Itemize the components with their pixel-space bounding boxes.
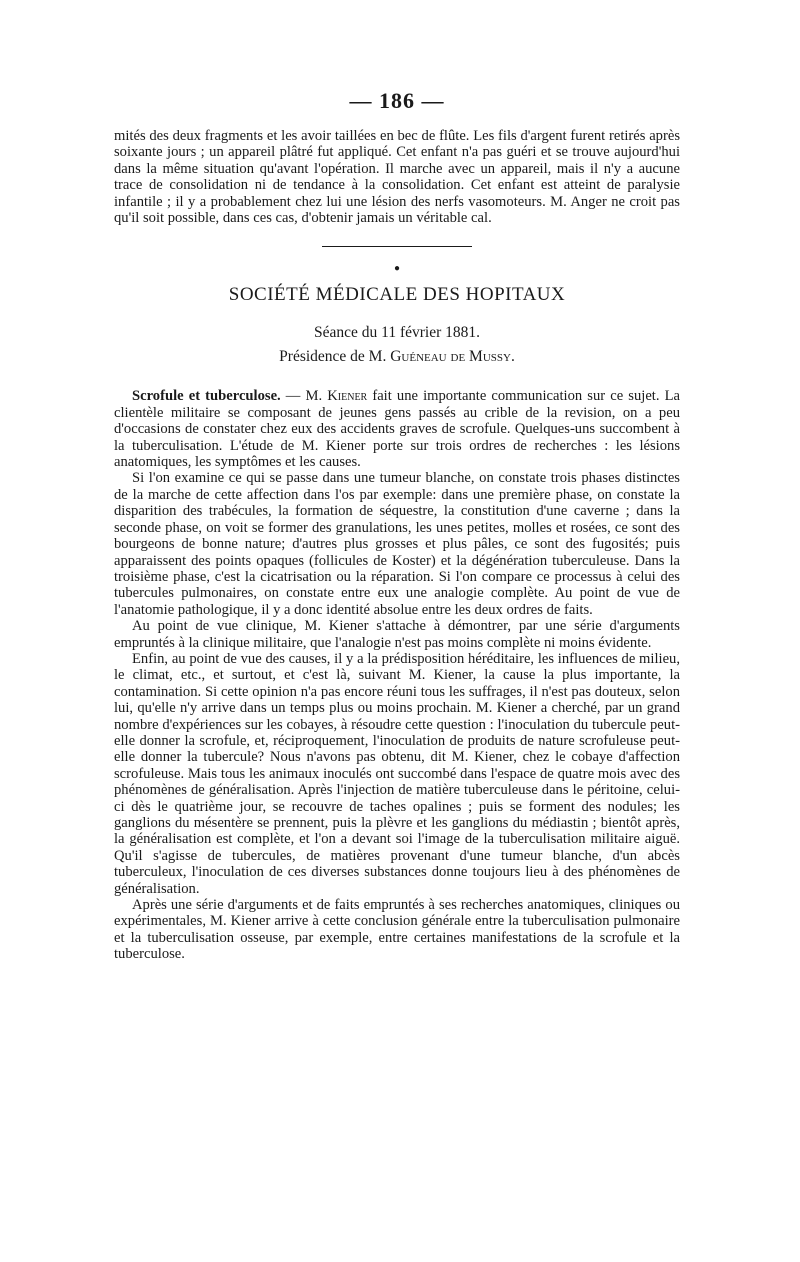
presidence-prefix: Présidence de M. bbox=[279, 348, 391, 366]
article-heading: Scrofule et tuberculose. bbox=[132, 388, 281, 405]
ornament-dot: ● bbox=[393, 263, 401, 275]
article-paragraph: Enfin, au point de vue des causes, il y a la prédisposition héréditaire, les influences de milieu, le climat, etc., et surtout, et c'est là, suivant M. Kiener, la cause la plus importante, la contamination. Si cette opinion n'a pas encore réuni tous les suffrages, il n'est pas douteux, selon lui, qu'elle n'y arrive dans un temps plus ou moins prochain. M. Kiener a cherché, par un grand nombre d'expériences sur les cobayes, à résoudre cette question : l'inoculation du tubercule peut-elle donner la scrofule, et, réciproquement, l'inoculation de produits de nature scrofuleuse peut-elle donner la tubercule? Nous n'avons pas obtenu, dit M. Kiener, chez le cobaye d'affection scrofuleuse. Mais tous les animaux inoculés ont succombé dans l'espace de quatre mois avec des phénomènes de généralisation. Après l'injection de matière tuberculeuse dans le péritoine, celui-ci dès le quatrième jour, se recouvre de taches opalines ; puis se forment des nodules; les ganglions du mésentère se prennent, puis la plèvre et les ganglions du médiastin ; bientôt après, la généralisation est complète, et l'on a devant soi l'image de la tuberculisation militaire aiguë. Qu'il s'agisse de tubercules, de matières provenant d'une tumeur blanche, d'un abcès tuberculeux, l'inoculation de ces diverses substances donne toujours lieu à des phénomènes de généralisation. bbox=[114, 650, 680, 897]
section-title: SOCIÉTÉ MÉDICALE DES HOPITAUX bbox=[228, 284, 566, 306]
presidence-name: Guéneau de Mussy. bbox=[390, 348, 515, 366]
article-paragraph: Après une série d'arguments et de faits empruntés à ses recherches anatomiques, cliniques ou expérimentales, M. Kiener arrive à cette conclusion générale entre la tuberculisation pulmonaire et la tuberculisation osseuse, par exemple, entre certaines manifestations de la scrofule et la tuberculose. bbox=[114, 897, 680, 963]
article-paragraph: Au point de vue clinique, M. Kiener s'attache à démontrer, par une série d'arguments empruntés à la clinique militaire, que l'analogie n'est pas moins complète ni moins évidente. bbox=[114, 618, 680, 651]
article-paragraph: Si l'on examine ce qui se passe dans une tumeur blanche, on constate trois phases distinctes de la marche de cette affection dans l'os par exemple: dans une première phase, on constate la disparition des trabécules, la formation de séquestre, la constitution d'une caverne ; dans la seconde phase, on voit se former des granulations, les unes petites, molles et rosées, ce sont des bourgeons de bonne nature; d'autres plus grosses et plus pâles, ce sont des fugosités; puis apparaissent des points opaques (follicules de Koster) et la dégénération tuberculeuse. Dans la troisième phase, c'est la cicatrisation ou la réparation. Si l'on compare ce processus à celui des tubercules pulmonaires, on constate entre eux une analogie complète. Au point de vue de l'anatomie pathologique, il y a donc identité absolue entre les deux ordres de faits. bbox=[114, 470, 680, 618]
article-intro bbox=[114, 388, 680, 470]
article-dash: — M. bbox=[280, 388, 328, 405]
article-intro-text: fait une importante communication sur ce sujet. La clientèle militaire se composant de jeunes gens passés au crible de la revision, on a peu d'occasions de constater chez eux des accidents graves de scrofule. Quelques-uns succombent à la tuberculisation. L'étude de M. Kiener porte sur trois ordres de recherches : les lésions anatomiques, les symptômes et les causes. bbox=[114, 388, 681, 471]
session-date: Séance du 11 février 1881. bbox=[314, 324, 480, 342]
presidence-line bbox=[114, 348, 680, 366]
section-separator bbox=[322, 246, 472, 247]
page bbox=[114, 88, 680, 963]
top-paragraph: mités des deux fragments et les avoir taillées en bec de flûte. Les fils d'argent furent retirés après soixante jours ; un appareil plâtré fut appliqué. Cet enfant n'a pas guéri et se trouve aujourd'hui dans la même situation qu'avant l'opération. Il marche avec un appareil, mais il n'y a aucune trace de consolidation ni de tendance à la consolidation. Cet enfant est atteint de paralysie infantile ; il y a probablement chez lui une lésion des nerfs vasomoteurs. M. Anger ne croit pas qu'il soit possible, dans ces cas, d'obtenir jamais un véritable cal. bbox=[114, 128, 680, 227]
article-speaker: Kiener bbox=[327, 388, 368, 405]
page-number: — 186 — bbox=[349, 88, 445, 113]
